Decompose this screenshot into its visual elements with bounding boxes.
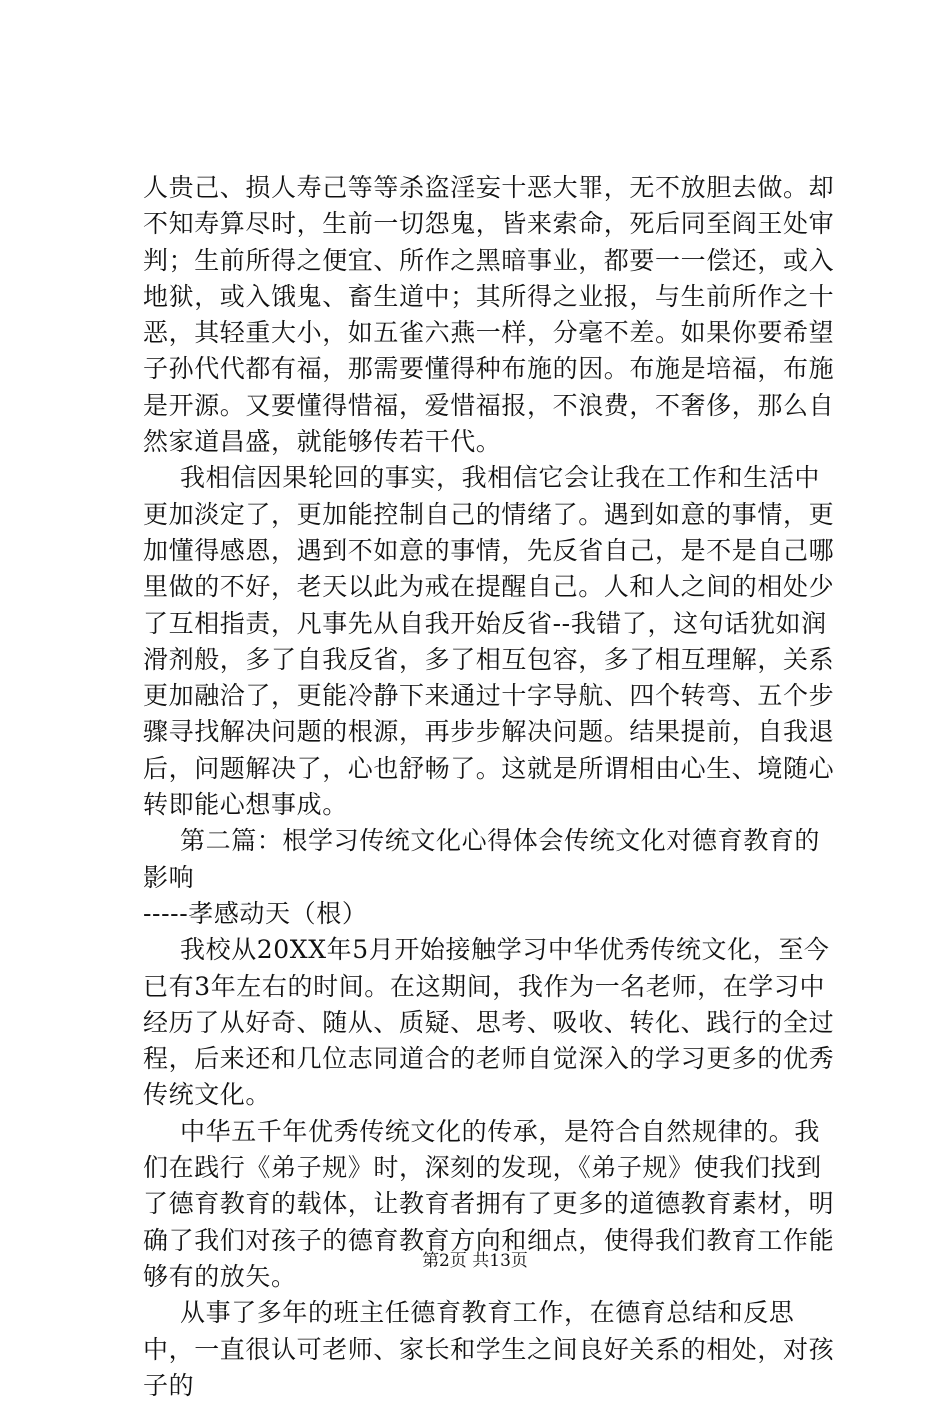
text-line: 已有3年左右的时间。在这期间，我作为一名老师，在学习中 [143, 971, 826, 1001]
text-line: 判；生前所得之便宜、所作之黑暗事业，都要一一偿还，或入 [143, 245, 835, 275]
page-footer: 第2页 共13页 [422, 1251, 528, 1271]
text-line: 里做的不好，老天以此为戒在提醒自己。人和人之间的相处少 [143, 572, 835, 602]
text-line: 不知寿算尽时，生前一切怨鬼，皆来索命，死后同至阎王处审 [143, 209, 835, 239]
document-body [143, 170, 843, 1404]
text-line: 后，问题解决了，心也舒畅了。这就是所谓相由心生、境随心 [143, 753, 835, 783]
text-line: 从事了多年的班主任德育教育工作，在德育总结和反思中， [143, 1298, 795, 1364]
text-line: 人贵己、损人寿己等等杀盗淫妄十恶大罪，无不放胆去做。却 [143, 173, 835, 202]
text-line: 然家道昌盛，就能够传若干代。 [143, 427, 502, 457]
paragraph-p5 [143, 932, 843, 1113]
text-line: 中华五千年优秀传统文化的传承，是符合自然规律的。我 [180, 1116, 821, 1146]
text-line: 滑剂般，多了自我反省，多了相互包容，多了相互理解，关系 [143, 644, 835, 674]
text-line: 子孙代代都有福，那需要懂得种布施的因。布施是培福，布施 [143, 354, 835, 384]
text-line: 第二篇：根学习传统文化心得体会传统文化对德育教育的 [180, 826, 821, 856]
text-line: 影响 [143, 862, 195, 892]
text-line: 够有的放矢。 [143, 1261, 297, 1291]
text-line: 们在践行《弟子规》时，深刻的发现，《弟子规》使我们找到 [143, 1153, 822, 1183]
text-line: -----孝感动天（根） [143, 898, 368, 928]
paragraph-p3 [143, 823, 843, 896]
paragraph-p7 [143, 1295, 843, 1404]
text-line: 经历了从好奇、随从、质疑、思考、吸收、转化、践行的全过 [143, 1007, 835, 1037]
text-line: 骤寻找解决问题的根源，再步步解决问题。结果提前，自我退 [143, 717, 835, 747]
text-line: 我校从20XX年5月开始接触学习中华优秀传统文化，至今 [180, 935, 830, 965]
paragraph-p4 [143, 896, 843, 932]
text-line: 地狱，或入饿鬼、畜生道中；其所得之业报，与生前所作之十 [143, 281, 835, 311]
text-line: 转即能心想事成。 [143, 790, 348, 820]
text-line: 我相信因果轮回的事实，我相信它会让我在工作和生活中 [180, 463, 821, 493]
text-line: 更加融洽了，更能冷静下来通过十字导航、四个转弯、五个步 [143, 681, 835, 711]
text-line: 是开源。又要懂得惜福，爱惜福报，不浪费，不奢侈，那么自 [143, 390, 835, 420]
text-line: 更加淡定了，更加能控制自己的情绪了。遇到如意的事情，更 [143, 499, 835, 529]
paragraph-p1 [143, 170, 843, 460]
text-line: 了互相指责，凡事先从自我开始反省--我错了，这句话犹如润 [143, 608, 827, 638]
text-line: 程，后来还和几位志同道合的老师自觉深入的学习更多的优秀 [143, 1044, 835, 1074]
paragraph-p2 [143, 460, 843, 823]
text-line: 一直很认可老师、家长和学生之间良好关系的相处，对孩子的 [143, 1334, 835, 1400]
text-line: 了德育教育的载体，让教育者拥有了更多的道德教育素材，明 [143, 1189, 835, 1219]
text-line: 加懂得感恩，遇到不如意的事情，先反省自己，是不是自己哪 [143, 535, 835, 565]
text-line: 确了我们对孩子的德育教育方向和细点，使得我们教育工作能 [143, 1225, 835, 1255]
text-line: 恶，其轻重大小，如五雀六燕一样，分毫不差。如果你要希望 [143, 318, 835, 348]
text-line: 传统文化。 [143, 1080, 272, 1110]
